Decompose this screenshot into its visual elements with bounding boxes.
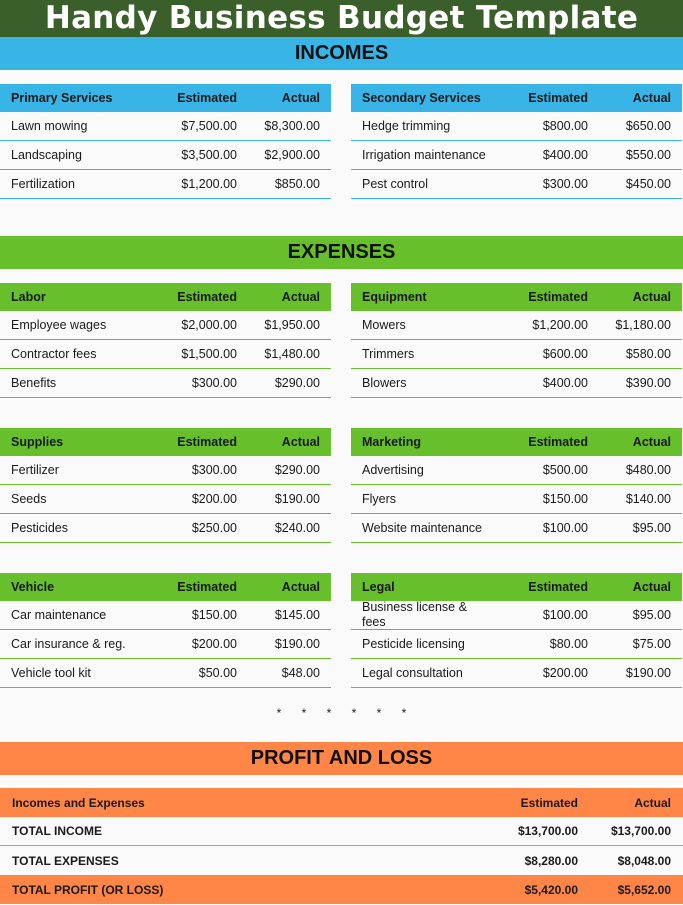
- row-label: Fertilization: [11, 176, 75, 191]
- page-title: Handy Business Budget Template: [0, 0, 683, 37]
- table-row: [0, 485, 331, 514]
- table-header: [351, 573, 682, 601]
- row-estimated: $400.00: [542, 148, 588, 162]
- row-estimated: $400.00: [542, 376, 588, 390]
- table-row: [351, 141, 682, 170]
- row-estimated: $200.00: [191, 492, 237, 506]
- row-label: Blowers: [362, 375, 407, 390]
- row-actual: $290.00: [274, 463, 320, 477]
- table-row: [0, 659, 331, 688]
- table-row: [351, 112, 682, 141]
- row-label: Hedge trimming: [362, 118, 451, 133]
- category-heading: Secondary Services: [362, 90, 481, 105]
- row-actual: $390.00: [625, 376, 671, 390]
- supplies-table: [0, 428, 331, 543]
- category-heading: Legal: [362, 579, 395, 594]
- row-estimated: $1,500.00: [181, 347, 237, 361]
- table-row: [0, 170, 331, 199]
- row-estimated: $1,200.00: [181, 177, 237, 191]
- estimated-heading: Estimated: [177, 91, 237, 105]
- row-actual: $145.00: [274, 608, 320, 622]
- separator-stars: [0, 706, 683, 720]
- equipment-table: [351, 283, 682, 398]
- row-actual: $190.00: [625, 666, 671, 680]
- table-row: [351, 369, 682, 398]
- row-estimated: $13,700.00: [517, 824, 578, 838]
- actual-heading: Actual: [281, 290, 320, 304]
- table-row: [0, 601, 331, 630]
- table-header: [0, 573, 331, 601]
- row-label: Benefits: [11, 375, 57, 390]
- row-actual: $190.00: [274, 637, 320, 651]
- table-row: [0, 340, 331, 369]
- row-actual: $140.00: [625, 492, 671, 506]
- actual-heading: Actual: [634, 795, 671, 810]
- row-actual: $5,652.00: [617, 882, 671, 897]
- table-row: [0, 112, 331, 141]
- row-label: Pest control: [362, 176, 429, 191]
- actual-heading: Actual: [632, 580, 671, 594]
- row-estimated: $150.00: [542, 492, 588, 506]
- row-actual: $48.00: [281, 666, 320, 680]
- table-row: [351, 456, 682, 485]
- category-heading: Supplies: [11, 434, 64, 449]
- row-estimated: $5,420.00: [524, 882, 578, 897]
- category-heading: Marketing: [362, 434, 422, 449]
- labor-table: [0, 283, 331, 398]
- row-actual: $13,700.00: [610, 824, 671, 838]
- category-heading: Equipment: [362, 289, 427, 304]
- row-label: TOTAL EXPENSES: [12, 853, 119, 868]
- row-estimated: $7,500.00: [181, 119, 237, 133]
- row-actual: $8,300.00: [264, 119, 320, 133]
- table-header: [351, 84, 682, 112]
- actual-heading: Actual: [281, 91, 320, 105]
- row-actual: $95.00: [632, 608, 671, 622]
- estimated-heading: Estimated: [177, 580, 237, 594]
- table-row: [351, 630, 682, 659]
- table-header: [351, 428, 682, 456]
- actual-heading: Actual: [632, 290, 671, 304]
- row-estimated: $100.00: [542, 521, 588, 535]
- row-estimated: $250.00: [191, 521, 237, 535]
- profit-loss-band: PROFIT AND LOSS: [0, 742, 683, 775]
- row-actual: $1,180.00: [615, 318, 671, 332]
- pl-heading: Incomes and Expenses: [12, 795, 145, 810]
- row-estimated: $300.00: [191, 376, 237, 390]
- row-label: Irrigation maintenance: [362, 147, 486, 162]
- row-label: Pesticides: [11, 520, 68, 535]
- actual-heading: Actual: [632, 91, 671, 105]
- estimated-heading: Estimated: [528, 91, 588, 105]
- table-header: [0, 428, 331, 456]
- actual-heading: Actual: [281, 580, 320, 594]
- table-row: [0, 369, 331, 398]
- row-estimated: $1,200.00: [532, 318, 588, 332]
- table-header: [0, 283, 331, 311]
- star-mark: *: [351, 706, 357, 720]
- estimated-heading: Estimated: [528, 580, 588, 594]
- category-heading: Vehicle: [11, 579, 55, 594]
- row-actual: $190.00: [274, 492, 320, 506]
- estimated-heading: Estimated: [177, 290, 237, 304]
- actual-heading: Actual: [281, 435, 320, 449]
- total-profit-row: [0, 875, 683, 904]
- row-label: Car maintenance: [11, 607, 107, 622]
- row-estimated: $2,000.00: [181, 318, 237, 332]
- star-mark: *: [276, 706, 282, 720]
- total-income-row: [0, 817, 683, 846]
- star-mark: *: [376, 706, 382, 720]
- marketing-table: [351, 428, 682, 543]
- estimated-heading: Estimated: [528, 435, 588, 449]
- table-row: [0, 141, 331, 170]
- row-estimated: $300.00: [542, 177, 588, 191]
- row-estimated: $600.00: [542, 347, 588, 361]
- row-actual: $75.00: [632, 637, 671, 651]
- row-estimated: $300.00: [191, 463, 237, 477]
- row-label: Business license & fees: [362, 600, 467, 629]
- star-mark: *: [326, 706, 332, 720]
- row-label: Contractor fees: [11, 346, 97, 361]
- actual-heading: Actual: [632, 435, 671, 449]
- vehicle-table: [0, 573, 331, 688]
- table-row: [351, 311, 682, 340]
- row-label: Advertising: [362, 462, 424, 477]
- row-label: TOTAL INCOME: [12, 824, 102, 838]
- row-estimated: $8,280.00: [524, 853, 578, 868]
- primary-services-table: [0, 84, 331, 199]
- table-row: [351, 601, 682, 630]
- legal-table: [351, 573, 682, 688]
- row-label: Lawn mowing: [11, 118, 88, 133]
- row-label: Trimmers: [362, 346, 415, 361]
- table-header: [0, 84, 331, 112]
- table-row: [0, 630, 331, 659]
- star-mark: *: [401, 706, 407, 720]
- row-actual: $8,048.00: [617, 853, 671, 868]
- row-label: TOTAL PROFIT (OR LOSS): [12, 882, 164, 897]
- row-estimated: $500.00: [542, 463, 588, 477]
- table-row: [0, 456, 331, 485]
- row-actual: $95.00: [632, 521, 671, 535]
- category-heading: Labor: [11, 289, 46, 304]
- table-header: [351, 283, 682, 311]
- profit-loss-header: [0, 788, 683, 817]
- table-row: [0, 514, 331, 543]
- total-expenses-row: [0, 846, 683, 875]
- row-estimated: $80.00: [549, 637, 588, 651]
- table-row: [351, 485, 682, 514]
- row-estimated: $150.00: [191, 608, 237, 622]
- row-actual: $850.00: [274, 177, 320, 191]
- row-label: Mowers: [362, 317, 406, 332]
- row-estimated: $3,500.00: [181, 148, 237, 162]
- row-label: Flyers: [362, 491, 397, 506]
- row-label: Employee wages: [11, 317, 107, 332]
- row-actual: $550.00: [625, 148, 671, 162]
- row-label: Vehicle tool kit: [11, 665, 91, 680]
- row-label: Website maintenance: [362, 520, 482, 535]
- row-estimated: $50.00: [198, 666, 237, 680]
- table-row: [351, 659, 682, 688]
- star-mark: *: [301, 706, 307, 720]
- row-actual: $240.00: [274, 521, 320, 535]
- row-label: Landscaping: [11, 147, 82, 162]
- row-estimated: $200.00: [542, 666, 588, 680]
- table-row: [351, 514, 682, 543]
- row-estimated: $800.00: [542, 119, 588, 133]
- row-actual: $290.00: [274, 376, 320, 390]
- estimated-heading: Estimated: [520, 795, 578, 810]
- row-actual: $2,900.00: [264, 148, 320, 162]
- row-label: Legal consultation: [362, 665, 463, 680]
- estimated-heading: Estimated: [528, 290, 588, 304]
- row-actual: $1,950.00: [264, 318, 320, 332]
- row-actual: $1,480.00: [264, 347, 320, 361]
- row-estimated: $200.00: [191, 637, 237, 651]
- row-label: Car insurance & reg.: [11, 636, 126, 651]
- row-label: Pesticide licensing: [362, 636, 465, 651]
- category-heading: Primary Services: [11, 90, 113, 105]
- secondary-services-table: [351, 84, 682, 199]
- table-row: [351, 340, 682, 369]
- row-label: Seeds: [11, 491, 47, 506]
- estimated-heading: Estimated: [177, 435, 237, 449]
- row-actual: $650.00: [625, 119, 671, 133]
- row-estimated: $100.00: [542, 608, 588, 622]
- expenses-band: EXPENSES: [0, 236, 683, 269]
- row-actual: $450.00: [625, 177, 671, 191]
- row-label: Fertilizer: [11, 462, 59, 477]
- table-row: [0, 311, 331, 340]
- incomes-band: INCOMES: [0, 37, 683, 70]
- table-row: [351, 170, 682, 199]
- row-actual: $580.00: [625, 347, 671, 361]
- row-actual: $480.00: [625, 463, 671, 477]
